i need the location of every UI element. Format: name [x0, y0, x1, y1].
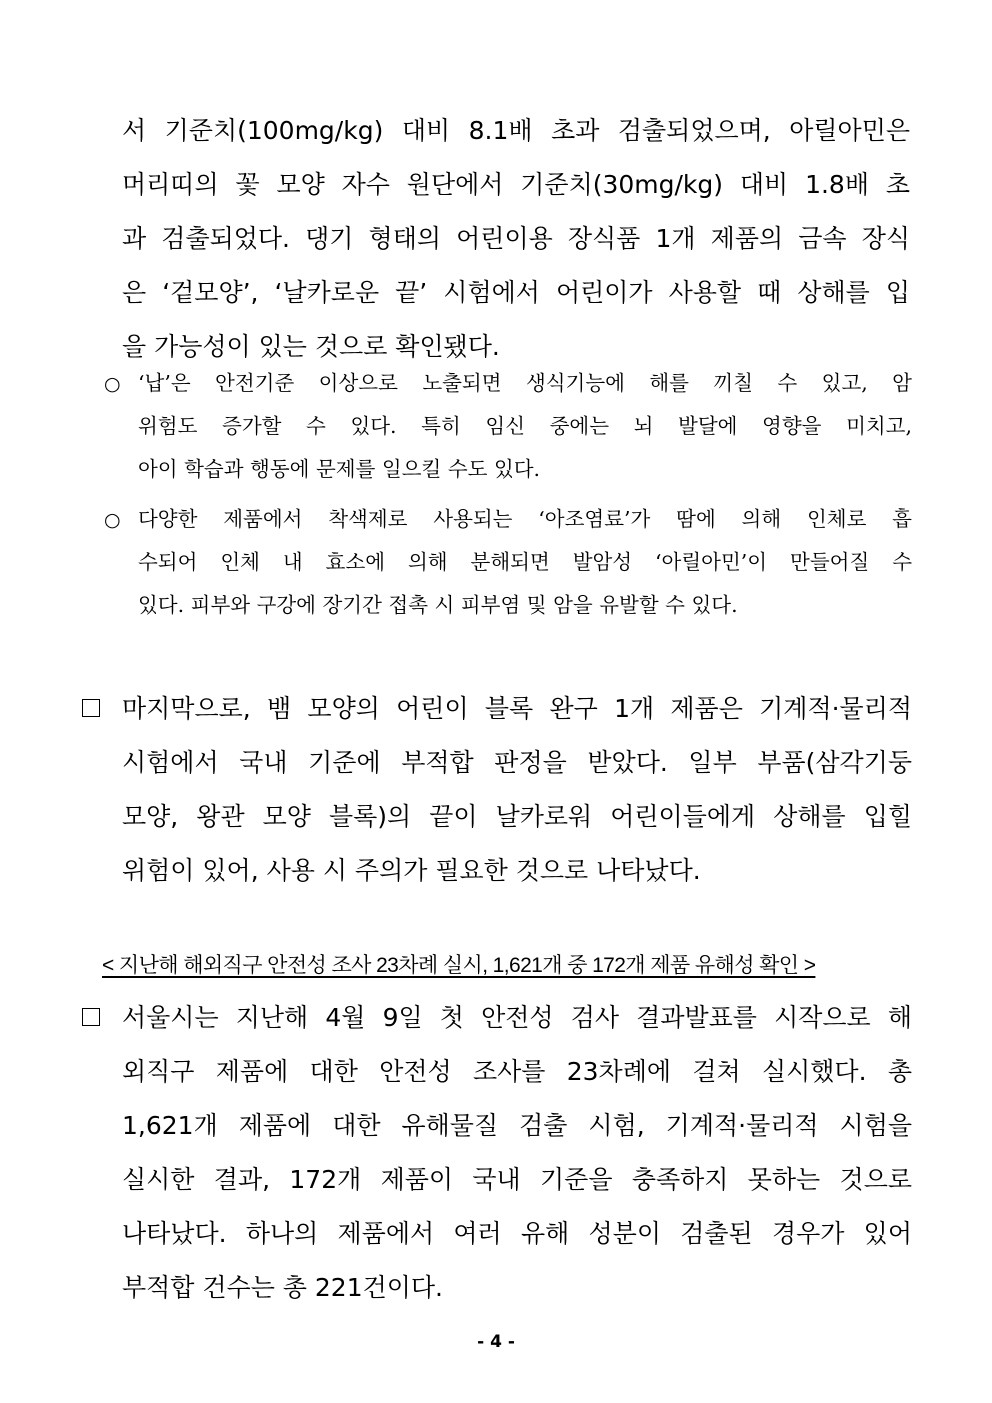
- paragraph-line: 서 기준치(100mg/kg) 대비 8.1배 초과 검출되었으며, 아릴아민은: [122, 116, 910, 145]
- note-line: 있다. 피부와 구강에 장기간 접촉 시 피부염 및 암을 유발할 수 있다.: [138, 593, 738, 617]
- section-heading: < 지난해 해외직구 안전성 조사 23차례 실시, 1,621개 중 172개 제품 유해성 확인 >: [102, 954, 816, 977]
- note-line: 수되어 인체 내 효소에 의해 분해되면 발암성 ‘아릴아민’이 만들어질 수: [138, 550, 912, 574]
- paragraph-line: 은 ‘겉모양’, ‘날카로운 끝’ 시험에서 어린이가 사용할 때 상해를 입: [122, 278, 910, 307]
- note-line: 아이 학습과 행동에 문제를 일으킬 수도 있다.: [138, 457, 541, 481]
- paragraph-line: 을 가능성이 있는 것으로 확인됐다.: [122, 332, 500, 361]
- circle-bullet-icon: ○: [104, 373, 121, 395]
- paragraph-line: 위험이 있어, 사용 시 주의가 필요한 것으로 나타났다.: [122, 856, 701, 885]
- paragraph-line: 마지막으로, 뱀 모양의 어린이 블록 완구 1개 제품은 기계적·물리적: [122, 694, 912, 723]
- note-line: 위험도 증가할 수 있다. 특히 임신 중에는 뇌 발달에 영향을 미치고,: [138, 414, 912, 438]
- page-number: - 4 -: [477, 1332, 515, 1352]
- paragraph-line: 1,621개 제품에 대한 유해물질 검출 시험, 기계적·물리적 시험을: [122, 1111, 912, 1140]
- note-line: ‘납’은 안전기준 이상으로 노출되면 생식기능에 해를 끼칠 수 있고, 암: [138, 371, 912, 395]
- paragraph-line: 모양, 왕관 모양 블록)의 끝이 날카로워 어린이들에게 상해를 입힐: [122, 802, 912, 831]
- circle-bullet-icon: ○: [104, 509, 121, 531]
- paragraph-line: 시험에서 국내 기준에 부적합 판정을 받았다. 일부 부품(삼각기둥: [122, 748, 912, 777]
- paragraph-line: 나타났다. 하나의 제품에서 여러 유해 성분이 검출된 경우가 있어: [122, 1219, 912, 1248]
- paragraph-line: 머리띠의 꽃 모양 자수 원단에서 기준치(30mg/kg) 대비 1.8배 초: [122, 170, 910, 199]
- paragraph-line: 부적합 건수는 총 221건이다.: [122, 1273, 444, 1302]
- paragraph-line: 과 검출되었다. 댕기 형태의 어린이용 장식품 1개 제품의 금속 장식: [122, 224, 910, 253]
- paragraph-line: 외직구 제품에 대한 안전성 조사를 23차례에 걸쳐 실시했다. 총: [122, 1057, 912, 1086]
- paragraph-line: 실시한 결과, 172개 제품이 국내 기준을 충족하지 못하는 것으로: [122, 1165, 912, 1194]
- square-bullet-icon: [82, 699, 100, 717]
- paragraph-line: 서울시는 지난해 4월 9일 첫 안전성 검사 결과발표를 시작으로 해: [122, 1003, 912, 1032]
- intro-paragraph: [122, 104, 910, 374]
- square-bullet-icon: [82, 1008, 100, 1026]
- note-line: 다양한 제품에서 착색제로 사용되는 ‘아조염료’가 땀에 의해 인체로 흡: [138, 507, 912, 531]
